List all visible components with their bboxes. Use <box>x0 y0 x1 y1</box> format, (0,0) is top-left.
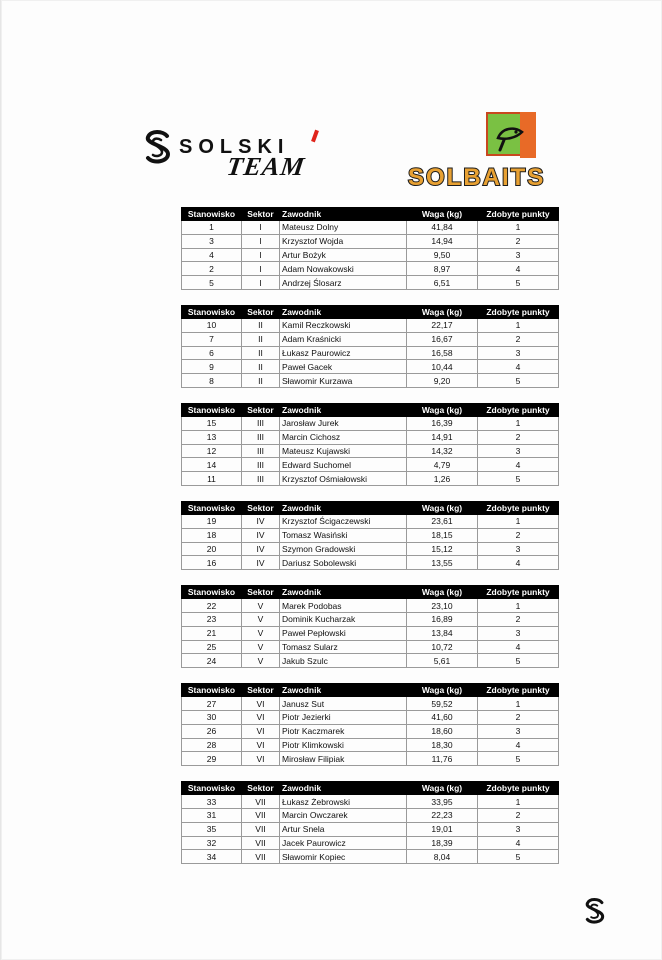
cell-sektor: VII <box>242 808 280 822</box>
cell-punkty: 4 <box>478 836 559 850</box>
header-punkty: Zdobyte punkty <box>478 305 559 318</box>
cell-stanowisko: 18 <box>182 528 242 542</box>
cell-waga: 13,55 <box>407 556 478 570</box>
header-waga: Waga (kg) <box>407 586 478 599</box>
cell-punkty: 2 <box>478 710 559 724</box>
cell-punkty: 5 <box>478 850 559 864</box>
header-punkty: Zdobyte punkty <box>478 586 559 599</box>
table-row <box>182 472 559 486</box>
header-waga: Waga (kg) <box>407 403 478 416</box>
table-row <box>182 710 559 724</box>
cell-punkty: 2 <box>478 528 559 542</box>
header-punkty: Zdobyte punkty <box>478 403 559 416</box>
sector-table <box>181 403 559 486</box>
header-sektor: Sektor <box>242 684 280 697</box>
cell-waga: 19,01 <box>407 822 478 836</box>
table-row <box>182 836 559 850</box>
cell-zawodnik: Szymon Gradowski <box>280 542 407 556</box>
cell-stanowisko: 31 <box>182 808 242 822</box>
cell-zawodnik: Mateusz Kujawski <box>280 444 407 458</box>
cell-waga: 9,20 <box>407 374 478 388</box>
sector-table <box>181 305 559 388</box>
table-row <box>182 599 559 613</box>
cell-sektor: VII <box>242 822 280 836</box>
cell-waga: 18,39 <box>407 836 478 850</box>
cell-waga: 8,97 <box>407 262 478 276</box>
header-sektor: Sektor <box>242 403 280 416</box>
cell-waga: 14,32 <box>407 444 478 458</box>
cell-punkty: 4 <box>478 262 559 276</box>
header-waga: Waga (kg) <box>407 782 478 795</box>
cell-punkty: 5 <box>478 374 559 388</box>
table-row <box>182 528 559 542</box>
cell-stanowisko: 19 <box>182 514 242 528</box>
table-row <box>182 850 559 864</box>
header-zawodnik: Zawodnik <box>280 208 407 221</box>
cell-punkty: 5 <box>478 472 559 486</box>
cell-sektor: I <box>242 262 280 276</box>
header-sektor: Sektor <box>242 782 280 795</box>
cell-stanowisko: 7 <box>182 332 242 346</box>
cell-stanowisko: 16 <box>182 556 242 570</box>
table-row <box>182 654 559 668</box>
cell-stanowisko: 11 <box>182 472 242 486</box>
table-row <box>182 332 559 346</box>
header-sektor: Sektor <box>242 501 280 514</box>
cell-waga: 18,30 <box>407 738 478 752</box>
cell-stanowisko: 28 <box>182 738 242 752</box>
cell-sektor: III <box>242 458 280 472</box>
cell-zawodnik: Jacek Paurowicz <box>280 836 407 850</box>
cell-stanowisko: 4 <box>182 248 242 262</box>
table-row <box>182 542 559 556</box>
cell-sektor: V <box>242 654 280 668</box>
cell-stanowisko: 2 <box>182 262 242 276</box>
table-header-row <box>182 586 559 599</box>
header-stanowisko: Stanowisko <box>182 208 242 221</box>
table-row <box>182 612 559 626</box>
cell-stanowisko: 15 <box>182 416 242 430</box>
table-row <box>182 416 559 430</box>
cell-stanowisko: 24 <box>182 654 242 668</box>
cell-punkty: 3 <box>478 542 559 556</box>
sector-table <box>181 501 559 570</box>
table-header-row <box>182 782 559 795</box>
solbaits-logo <box>406 112 611 192</box>
cell-sektor: II <box>242 360 280 374</box>
cell-zawodnik: Krzysztof Ścigaczewski <box>280 514 407 528</box>
header-zawodnik: Zawodnik <box>280 586 407 599</box>
cell-punkty: 1 <box>478 416 559 430</box>
header-punkty: Zdobyte punkty <box>478 208 559 221</box>
sector-table <box>181 585 559 668</box>
table-row <box>182 262 559 276</box>
cell-waga: 1,26 <box>407 472 478 486</box>
cell-punkty: 5 <box>478 752 559 766</box>
header-stanowisko: Stanowisko <box>182 586 242 599</box>
cell-stanowisko: 10 <box>182 318 242 332</box>
cell-zawodnik: Krzysztof Ośmiałowski <box>280 472 407 486</box>
cell-sektor: IV <box>242 514 280 528</box>
cell-punkty: 4 <box>478 360 559 374</box>
cell-waga: 4,79 <box>407 458 478 472</box>
solbaits-emblem <box>486 112 536 156</box>
header-sektor: Sektor <box>242 305 280 318</box>
cell-stanowisko: 25 <box>182 640 242 654</box>
cell-waga: 5,61 <box>407 654 478 668</box>
cell-stanowisko: 21 <box>182 626 242 640</box>
header-zawodnik: Zawodnik <box>280 684 407 697</box>
table-row <box>182 221 559 235</box>
cell-sektor: III <box>242 472 280 486</box>
table-row <box>182 724 559 738</box>
cell-waga: 16,39 <box>407 416 478 430</box>
cell-waga: 10,72 <box>407 640 478 654</box>
table-row <box>182 808 559 822</box>
cell-stanowisko: 23 <box>182 612 242 626</box>
cell-stanowisko: 33 <box>182 795 242 809</box>
cell-zawodnik: Marek Podobas <box>280 599 407 613</box>
cell-zawodnik: Marcin Owczarek <box>280 808 407 822</box>
table-row <box>182 276 559 290</box>
cell-stanowisko: 12 <box>182 444 242 458</box>
cell-punkty: 1 <box>478 697 559 711</box>
cell-stanowisko: 32 <box>182 836 242 850</box>
cell-zawodnik: Edward Suchomel <box>280 458 407 472</box>
cell-stanowisko: 1 <box>182 221 242 235</box>
results-tables <box>181 207 558 879</box>
table-row <box>182 248 559 262</box>
cell-sektor: V <box>242 626 280 640</box>
cell-waga: 23,61 <box>407 514 478 528</box>
cell-stanowisko: 35 <box>182 822 242 836</box>
cell-sektor: VI <box>242 752 280 766</box>
cell-zawodnik: Artur Snela <box>280 822 407 836</box>
cell-stanowisko: 29 <box>182 752 242 766</box>
cell-stanowisko: 3 <box>182 234 242 248</box>
cell-sektor: II <box>242 332 280 346</box>
cell-punkty: 2 <box>478 808 559 822</box>
table-row <box>182 360 559 374</box>
cell-waga: 41,84 <box>407 221 478 235</box>
cell-sektor: V <box>242 599 280 613</box>
cell-punkty: 4 <box>478 556 559 570</box>
cell-stanowisko: 22 <box>182 599 242 613</box>
cell-sektor: III <box>242 444 280 458</box>
cell-sektor: II <box>242 346 280 360</box>
cell-stanowisko: 14 <box>182 458 242 472</box>
cell-punkty: 2 <box>478 430 559 444</box>
solbaits-name: SOLBAITS <box>408 164 546 191</box>
table-row <box>182 374 559 388</box>
cell-punkty: 5 <box>478 276 559 290</box>
header-stanowisko: Stanowisko <box>182 501 242 514</box>
cell-waga: 41,60 <box>407 710 478 724</box>
cell-sektor: I <box>242 248 280 262</box>
table-row <box>182 738 559 752</box>
cell-zawodnik: Piotr Klimkowski <box>280 738 407 752</box>
sector-table <box>181 781 559 864</box>
table-row <box>182 458 559 472</box>
cell-waga: 16,58 <box>407 346 478 360</box>
cell-waga: 9,50 <box>407 248 478 262</box>
cell-punkty: 4 <box>478 738 559 752</box>
cell-sektor: I <box>242 276 280 290</box>
cell-sektor: VI <box>242 710 280 724</box>
cell-stanowisko: 9 <box>182 360 242 374</box>
cell-waga: 22,23 <box>407 808 478 822</box>
table-row <box>182 795 559 809</box>
cell-waga: 8,04 <box>407 850 478 864</box>
table-row <box>182 697 559 711</box>
cell-waga: 15,12 <box>407 542 478 556</box>
cell-zawodnik: Mateusz Dolny <box>280 221 407 235</box>
cell-waga: 33,95 <box>407 795 478 809</box>
cell-punkty: 2 <box>478 612 559 626</box>
table-header-row <box>182 305 559 318</box>
table-row <box>182 430 559 444</box>
table-header-row <box>182 684 559 697</box>
cell-zawodnik: Krzysztof Wojda <box>280 234 407 248</box>
header-zawodnik: Zawodnik <box>280 403 407 416</box>
cell-punkty: 3 <box>478 626 559 640</box>
cell-punkty: 3 <box>478 248 559 262</box>
cell-punkty: 2 <box>478 234 559 248</box>
cell-waga: 14,94 <box>407 234 478 248</box>
header-zawodnik: Zawodnik <box>280 305 407 318</box>
table-row <box>182 626 559 640</box>
cell-zawodnik: Sławomir Kurzawa <box>280 374 407 388</box>
cell-zawodnik: Paweł Pepłowski <box>280 626 407 640</box>
cell-sektor: VI <box>242 738 280 752</box>
cell-zawodnik: Dominik Kucharzak <box>280 612 407 626</box>
cell-waga: 11,76 <box>407 752 478 766</box>
cell-zawodnik: Jakub Szulc <box>280 654 407 668</box>
cell-zawodnik: Tomasz Wasiński <box>280 528 407 542</box>
cell-waga: 18,60 <box>407 724 478 738</box>
cell-stanowisko: 27 <box>182 697 242 711</box>
cell-sektor: II <box>242 374 280 388</box>
cell-punkty: 1 <box>478 599 559 613</box>
cell-punkty: 3 <box>478 822 559 836</box>
cell-punkty: 1 <box>478 795 559 809</box>
cell-stanowisko: 13 <box>182 430 242 444</box>
table-row <box>182 346 559 360</box>
cell-zawodnik: Tomasz Sularz <box>280 640 407 654</box>
cell-waga: 18,15 <box>407 528 478 542</box>
cell-sektor: VI <box>242 697 280 711</box>
header-waga: Waga (kg) <box>407 208 478 221</box>
header-zawodnik: Zawodnik <box>280 501 407 514</box>
cell-zawodnik: Łukasz Paurowicz <box>280 346 407 360</box>
cell-sektor: II <box>242 318 280 332</box>
cell-zawodnik: Dariusz Sobolewski <box>280 556 407 570</box>
cell-punkty: 3 <box>478 346 559 360</box>
cell-waga: 13,84 <box>407 626 478 640</box>
cell-punkty: 1 <box>478 318 559 332</box>
table-row <box>182 752 559 766</box>
header-sektor: Sektor <box>242 208 280 221</box>
cell-waga: 14,91 <box>407 430 478 444</box>
cell-zawodnik: Mirosław Filipiak <box>280 752 407 766</box>
cell-sektor: VI <box>242 724 280 738</box>
table-header-row <box>182 501 559 514</box>
cell-punkty: 2 <box>478 332 559 346</box>
cell-waga: 6,51 <box>407 276 478 290</box>
cell-stanowisko: 6 <box>182 346 242 360</box>
solski-s-logo-icon <box>582 895 608 927</box>
table-header-row <box>182 208 559 221</box>
cell-zawodnik: Piotr Jezierki <box>280 710 407 724</box>
cell-punkty: 5 <box>478 654 559 668</box>
header-stanowisko: Stanowisko <box>182 305 242 318</box>
cell-stanowisko: 30 <box>182 710 242 724</box>
header-stanowisko: Stanowisko <box>182 684 242 697</box>
table-header-row <box>182 403 559 416</box>
cell-sektor: V <box>242 640 280 654</box>
cell-sektor: I <box>242 234 280 248</box>
cell-waga: 16,67 <box>407 332 478 346</box>
table-row <box>182 556 559 570</box>
cell-stanowisko: 26 <box>182 724 242 738</box>
header-waga: Waga (kg) <box>407 305 478 318</box>
cell-waga: 23,10 <box>407 599 478 613</box>
cell-zawodnik: Sławomir Kopiec <box>280 850 407 864</box>
cell-stanowisko: 8 <box>182 374 242 388</box>
cell-punkty: 4 <box>478 640 559 654</box>
header-zawodnik: Zawodnik <box>280 782 407 795</box>
solski-s-logo-icon <box>141 128 175 166</box>
cell-zawodnik: Adam Kraśnicki <box>280 332 407 346</box>
cell-zawodnik: Paweł Gacek <box>280 360 407 374</box>
header-stanowisko: Stanowisko <box>182 782 242 795</box>
header-punkty: Zdobyte punkty <box>478 501 559 514</box>
cell-zawodnik: Łukasz Żebrowski <box>280 795 407 809</box>
cell-stanowisko: 5 <box>182 276 242 290</box>
table-row <box>182 444 559 458</box>
header-waga: Waga (kg) <box>407 501 478 514</box>
cell-sektor: VII <box>242 850 280 864</box>
header-waga: Waga (kg) <box>407 684 478 697</box>
cell-zawodnik: Marcin Cichosz <box>280 430 407 444</box>
cell-stanowisko: 20 <box>182 542 242 556</box>
solski-accent <box>311 130 319 143</box>
cell-sektor: III <box>242 430 280 444</box>
cell-zawodnik: Andrzej Ślosarz <box>280 276 407 290</box>
fish-icon <box>494 118 528 152</box>
table-row <box>182 822 559 836</box>
table-row <box>182 318 559 332</box>
cell-sektor: IV <box>242 556 280 570</box>
cell-zawodnik: Piotr Kaczmarek <box>280 724 407 738</box>
cell-sektor: IV <box>242 542 280 556</box>
cell-stanowisko: 34 <box>182 850 242 864</box>
cell-sektor: VII <box>242 795 280 809</box>
cell-punkty: 1 <box>478 221 559 235</box>
cell-punkty: 3 <box>478 724 559 738</box>
header-sektor: Sektor <box>242 586 280 599</box>
cell-punkty: 4 <box>478 458 559 472</box>
cell-zawodnik: Adam Nowakowski <box>280 262 407 276</box>
cell-zawodnik: Jarosław Jurek <box>280 416 407 430</box>
cell-waga: 10,44 <box>407 360 478 374</box>
cell-zawodnik: Janusz Sut <box>280 697 407 711</box>
cell-zawodnik: Kamil Reczkowski <box>280 318 407 332</box>
cell-sektor: IV <box>242 528 280 542</box>
solski-team-logo <box>141 128 331 184</box>
team-word: TEAM <box>225 152 307 181</box>
cell-waga: 59,52 <box>407 697 478 711</box>
sector-table <box>181 207 559 290</box>
cell-waga: 16,89 <box>407 612 478 626</box>
table-row <box>182 234 559 248</box>
header-punkty: Zdobyte punkty <box>478 684 559 697</box>
cell-punkty: 3 <box>478 444 559 458</box>
sector-table <box>181 683 559 766</box>
cell-sektor: I <box>242 221 280 235</box>
table-row <box>182 640 559 654</box>
cell-waga: 22,17 <box>407 318 478 332</box>
cell-punkty: 1 <box>478 514 559 528</box>
solski-word: SOLSKI <box>179 136 290 158</box>
cell-zawodnik: Artur Bożyk <box>280 248 407 262</box>
table-row <box>182 514 559 528</box>
cell-sektor: V <box>242 612 280 626</box>
cell-sektor: VII <box>242 836 280 850</box>
header-stanowisko: Stanowisko <box>182 403 242 416</box>
header-punkty: Zdobyte punkty <box>478 782 559 795</box>
cell-sektor: III <box>242 416 280 430</box>
